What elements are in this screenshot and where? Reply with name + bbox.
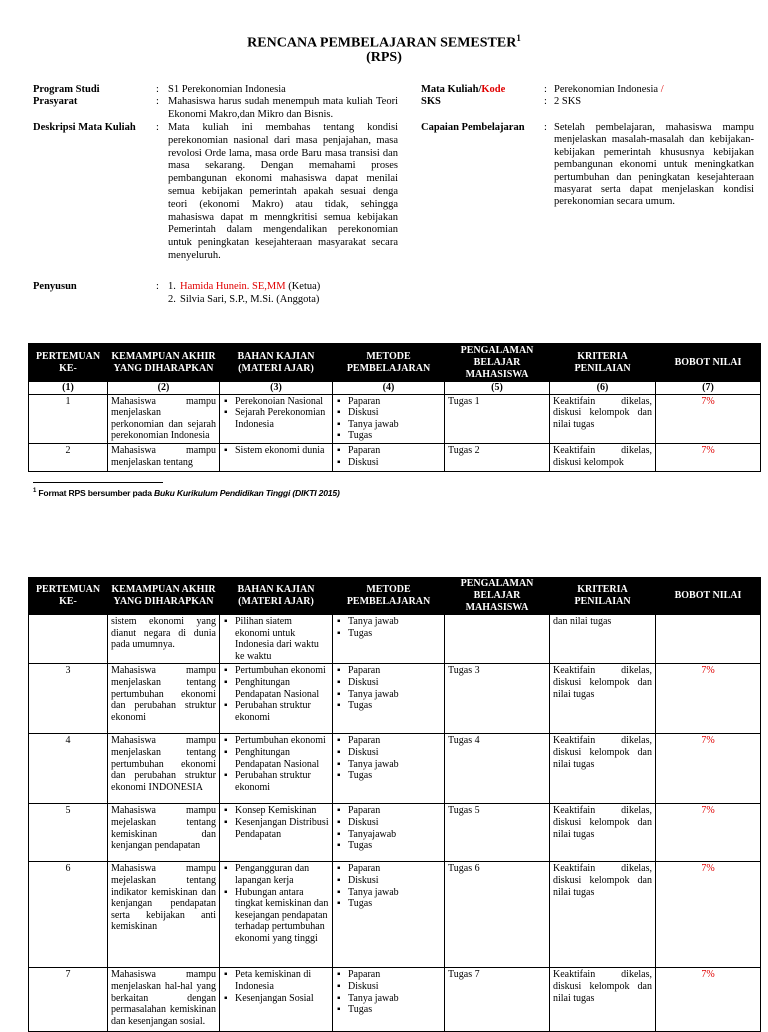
deskripsi-label: Deskripsi Mata Kuliah — [33, 122, 136, 133]
document-title: RENCANA PEMBELAJARAN SEMESTER$^1$ — [247, 33, 521, 51]
cell-bahan — [220, 394, 333, 443]
cell-bobot: 7% — [656, 394, 761, 443]
cell-pertemuan: 3 — [29, 664, 108, 734]
header-bobot: BOBOT NILAI — [656, 344, 761, 382]
bullet-item: ▪ Diskusi — [348, 747, 441, 759]
bullet-item: ▪ Hubungan antara tingkat kemiskinan dan kesejangan pendapatan terhadap pertumbuhan ekonomi yang tinggi — [235, 887, 329, 945]
program-studi-label: Program Studi — [33, 84, 100, 95]
cell-kemampuan: Mahasiswa mampu menjelaskan perkonomian dan sejarah perekonomian Indonesia — [108, 394, 220, 443]
header-metode: METODE PEMBELAJARAN — [333, 578, 445, 615]
bullet-item: ▪ Tugas — [348, 898, 441, 910]
bullet-item: ▪ Tugas — [348, 770, 441, 782]
column-number: (7) — [656, 382, 761, 395]
bullet-item: ▪ Tanyajawab — [348, 829, 441, 841]
cell-bahan — [220, 664, 333, 734]
cell-kriteria: Keaktifain dikelas, diskusi kelompok dan nilai tugas — [550, 734, 656, 804]
header-kemampuan: KEMAMPUAN AKHIR YANG DIHARAPKAN — [108, 344, 220, 382]
header-metode: METODE PEMBELAJARAN — [333, 344, 445, 382]
table-header-row — [29, 344, 761, 382]
cell-metode — [333, 394, 445, 443]
bullet-item: ▪ Diskusi — [348, 875, 441, 887]
penyusun-list — [168, 281, 398, 307]
bullet-item: ▪ Penghitungan Pendapatan Nasional — [235, 747, 329, 770]
cell-metode — [333, 862, 445, 968]
bullet-item: ▪ Sistem ekonomi dunia — [235, 445, 329, 457]
prasyarat-label: Prasyarat — [33, 96, 78, 107]
header-pengalaman: PENGALAMAN BELAJAR MAHASISWA — [445, 578, 550, 615]
column-number-row — [29, 382, 761, 395]
cell-bahan — [220, 615, 333, 664]
bullet-item: ▪ Penghitungan Pendapatan Nasional — [235, 677, 329, 700]
bullet-item: ▪ Paparan — [348, 805, 441, 817]
colon: : — [544, 84, 547, 95]
colon: : — [156, 281, 159, 292]
colon: : — [156, 84, 159, 95]
column-number: (5) — [445, 382, 550, 395]
mata-kuliah-label: Mata Kuliah/Kode — [421, 84, 506, 95]
cell-kriteria: Keaktifain dikelas, diskusi kelompok dan nilai tugas — [550, 664, 656, 734]
bullet-item: ▪ Diskusi — [348, 817, 441, 829]
header-bahan: BAHAN KAJIAN (MATERI AJAR) — [220, 344, 333, 382]
cell-pengalaman: Tugas 5 — [445, 804, 550, 862]
mata-kuliah-value: Perekonomian Indonesia / — [554, 84, 664, 95]
capaian-label: Capaian Pembelajaran — [421, 122, 525, 133]
sks-value: 2 SKS — [554, 96, 582, 107]
table-row — [29, 862, 761, 968]
cell-kemampuan: Mahasiswa mampu menjelaskan tentang pertumbuhan ekonomi dan perubahan struktur ekonomi INDONESIA — [108, 734, 220, 804]
table-row — [29, 615, 761, 664]
header-kemampuan: KEMAMPUAN AKHIR YANG DIHARAPKAN — [108, 578, 220, 615]
cell-pertemuan: 7 — [29, 968, 108, 1032]
footnote: $^1$ Format RPS bersumber pada Buku Kurikulum Pendidikan Tinggi (DIKTI 2015) — [33, 488, 340, 498]
bullet-item: ▪ Tanya jawab — [348, 689, 441, 701]
cell-bahan — [220, 734, 333, 804]
bullet-item: ▪ Konsep Kemiskinan — [235, 805, 329, 817]
table-row — [29, 664, 761, 734]
colon: : — [544, 96, 547, 107]
cell-pertemuan: 6 — [29, 862, 108, 968]
cell-bahan — [220, 804, 333, 862]
bullet-item: ▪ Pertumbuhan ekonomi — [235, 665, 329, 677]
rps-table-page1 — [28, 343, 761, 472]
cell-bobot: 7% — [656, 443, 761, 471]
cell-kriteria: Keaktifain dikelas, diskusi kelompok dan nilai tugas — [550, 394, 656, 443]
cell-kemampuan: Mahasiswa mampu menjelaskan tentang pertumbuhan ekonomi dan perubahan struktur ekonomi — [108, 664, 220, 734]
bullet-item: ▪ Diskusi — [348, 407, 441, 419]
header-kriteria: KRITERIA PENILAIAN — [550, 578, 656, 615]
cell-bahan — [220, 862, 333, 968]
bullet-item: ▪ Paparan — [348, 735, 441, 747]
bullet-item: ▪ Pengangguran dan lapangan kerja — [235, 863, 329, 886]
cell-bobot: 7% — [656, 862, 761, 968]
bullet-item: ▪ Paparan — [348, 863, 441, 875]
cell-bobot: 7% — [656, 968, 761, 1032]
cell-kemampuan: sistem ekonomi yang dianut negara di dunia pada umumnya. — [108, 615, 220, 664]
bullet-item: ▪ Paparan — [348, 396, 441, 408]
bullet-item: ▪ Paparan — [348, 665, 441, 677]
rps-table-page2 — [28, 577, 761, 1032]
header-pertemuan: PERTEMUAN KE- — [29, 578, 108, 615]
cell-kemampuan: Mahasiswa mampu mejelaskan tentang indikator kemiskinan dan kenjangan pendapatan serta kebijakan anti kemiskinan — [108, 862, 220, 968]
cell-kriteria: Keaktifain dikelas, diskusi kelompok — [550, 443, 656, 471]
cell-bahan — [220, 968, 333, 1032]
cell-kemampuan: Mahasiswa mampu menjelaskan tentang — [108, 443, 220, 471]
column-number: (4) — [333, 382, 445, 395]
colon: : — [156, 96, 159, 107]
capaian-value: Setelah pembelajaran, mahasiswa mampu menjelaskan masalah-masalah dan kebijakan-kebijakan pemerintah khususnya kebijakan pembangunan ekonomi untuk meningkatkan pertumbuhan dan peningkatan kesejahteraan masyarat serta dapat menjelaskan kondisi perekonomian secara umum. — [554, 122, 754, 208]
penyusun-item: 1. Hamida Hunein. SE,MM (Ketua) — [168, 281, 321, 292]
header-bahan: BAHAN KAJIAN (MATERI AJAR) — [220, 578, 333, 615]
cell-bobot: 7% — [656, 734, 761, 804]
cell-bobot — [656, 615, 761, 664]
bullet-item: ▪ Perubahan struktur ekonomi — [235, 700, 329, 723]
cell-metode — [333, 443, 445, 471]
column-number: (1) — [29, 382, 108, 395]
cell-pengalaman: Tugas 7 — [445, 968, 550, 1032]
cell-kemampuan: Mahasiswa mampu menjelaskan hal-hal yang berkaitan dengan permasalahan kemiskinan dan kesenjangan sosial. — [108, 968, 220, 1032]
cell-pengalaman: Tugas 2 — [445, 443, 550, 471]
table-row — [29, 394, 761, 443]
column-number: (2) — [108, 382, 220, 395]
table-row — [29, 804, 761, 862]
bullet-item: ▪ Sejarah Perekonomian Indonesia — [235, 407, 329, 430]
bullet-item: ▪ Peta kemiskinan di Indonesia — [235, 969, 329, 992]
cell-pengalaman: Tugas 1 — [445, 394, 550, 443]
cell-metode — [333, 804, 445, 862]
table-row — [29, 968, 761, 1032]
cell-kriteria: Keaktifain dikelas, diskusi kelompok dan nilai tugas — [550, 862, 656, 968]
cell-pertemuan: 4 — [29, 734, 108, 804]
header-kriteria: KRITERIA PENILAIAN — [550, 344, 656, 382]
cell-pengalaman: Tugas 6 — [445, 862, 550, 968]
bullet-item: ▪ Perekonoian Nasional — [235, 396, 329, 408]
penyusun-label: Penyusun — [33, 281, 77, 292]
cell-pengalaman — [445, 615, 550, 664]
header-pertemuan: PERTEMUAN KE- — [29, 344, 108, 382]
prasyarat-value: Mahasiswa harus sudah menempuh mata kuliah Teori Ekonomi Makro,dan Mikro dan Bisnis. — [168, 96, 398, 120]
bullet-item: ▪ Tanya jawab — [348, 759, 441, 771]
cell-pertemuan: 5 — [29, 804, 108, 862]
cell-kriteria: dan nilai tugas — [550, 615, 656, 664]
penyusun-role: (Ketua) — [288, 281, 321, 292]
cell-bahan — [220, 443, 333, 471]
bullet-item: ▪ Paparan — [348, 969, 441, 981]
cell-pengalaman: Tugas 4 — [445, 734, 550, 804]
bullet-item: ▪ Perubahan struktur ekonomi — [235, 770, 329, 793]
deskripsi-value: Mata kuliah ini membahas tentang kondisi perekonomian nasional dari masa penjajahan, masa revolosi Orde lama, masa orde Baru masa transisi dan masa sekarang. Dengan memahami proses pembangunan ekonomi mahasiswa dapat menilai semua kebijakan pemerintah apakah sesuai denga teori (ekonomi Makro) atau tidak, sehingga mahasiswa dapat m menngkritisi semua kebijakan Pemerintah dalam mengendalikan perekonomian untuk peningkatan kesejahteraan masyarakat secara menyeluruh. — [168, 122, 398, 261]
bullet-item: ▪ Diskusi — [348, 981, 441, 993]
bullet-item: ▪ Diskusi — [348, 677, 441, 689]
bullet-item: ▪ Pertumbuhan ekonomi — [235, 735, 329, 747]
colon: : — [544, 122, 547, 133]
bullet-item: ▪ Tanya jawab — [348, 419, 441, 431]
cell-metode — [333, 734, 445, 804]
cell-bobot: 7% — [656, 804, 761, 862]
column-number: (6) — [550, 382, 656, 395]
bullet-item: ▪ Diskusi — [348, 457, 441, 469]
bullet-item: ▪ Tanya jawab — [348, 887, 441, 899]
header-pengalaman: PENGALAMAN BELAJAR MAHASISWA — [445, 344, 550, 382]
sks-label: SKS — [421, 96, 441, 107]
footnote-divider — [33, 482, 163, 483]
header-bobot: BOBOT NILAI — [656, 578, 761, 615]
bullet-item: ▪ Tugas — [348, 430, 441, 442]
cell-kriteria: Keaktifain dikelas, diskusi kelompok dan nilai tugas — [550, 804, 656, 862]
penyusun-item: 2. Silvia Sari, S.P., M.Si. (Anggota) — [168, 293, 320, 305]
table-row — [29, 443, 761, 471]
bullet-item: ▪ Tugas — [348, 700, 441, 712]
penyusun-name: Hamida Hunein. SE,MM — [180, 281, 286, 292]
table-row — [29, 734, 761, 804]
cell-metode — [333, 968, 445, 1032]
column-number: (3) — [220, 382, 333, 395]
bullet-item: ▪ Tanya jawab — [348, 616, 441, 628]
cell-pengalaman: Tugas 3 — [445, 664, 550, 734]
penyusun-name: Silvia Sari, S.P., M.Si. (Anggota) — [180, 293, 320, 305]
bullet-item: ▪ Tugas — [348, 840, 441, 852]
bullet-item: ▪ Pilihan siatem ekonomi untuk Indonesia dari waktu ke waktu — [235, 616, 329, 662]
bullet-item: ▪ Tanya jawab — [348, 993, 441, 1005]
table-header-row — [29, 578, 761, 615]
cell-kriteria: Keaktifain dikelas, diskusi kelompok dan nilai tugas — [550, 968, 656, 1032]
cell-kemampuan: Mahasiswa mampu mejelaskan tentang kemiskinan dan kenjangan pendapatan — [108, 804, 220, 862]
cell-metode — [333, 615, 445, 664]
colon: : — [156, 122, 159, 133]
bullet-item: ▪ Tugas — [348, 1004, 441, 1016]
program-studi-value: S1 Perekonomian Indonesia — [168, 84, 286, 95]
cell-pertemuan: 1 — [29, 394, 108, 443]
bullet-item: ▪ Paparan — [348, 445, 441, 457]
bullet-item: ▪ Kesenjangan Distribusi Pendapatan — [235, 817, 329, 840]
bullet-item: ▪ Kesenjangan Sosial — [235, 993, 329, 1005]
cell-metode — [333, 664, 445, 734]
cell-pertemuan: 2 — [29, 443, 108, 471]
cell-pertemuan — [29, 615, 108, 664]
bullet-item: ▪ Tugas — [348, 628, 441, 640]
cell-bobot: 7% — [656, 664, 761, 734]
document-subtitle: (RPS) — [366, 50, 402, 65]
